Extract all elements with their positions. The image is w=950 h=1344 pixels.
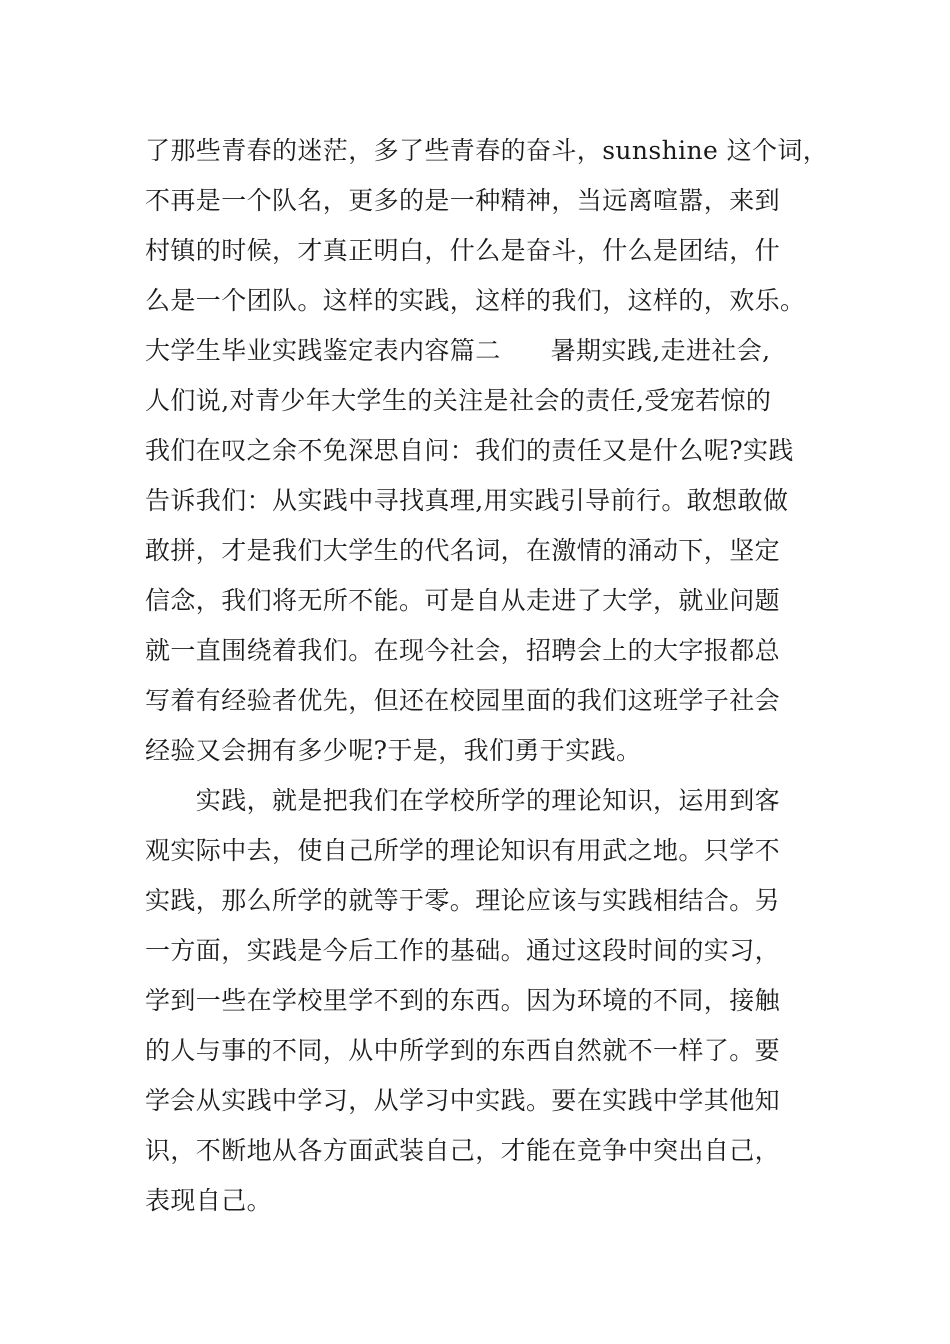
- text-line: 么是一个团队。这样的实践，这样的我们，这样的，欢乐。: [145, 286, 806, 315]
- text-line: 的人与事的不同，从中所学到的东西自然就不一样了。要: [145, 1036, 781, 1065]
- heading-line: [145, 326, 825, 376]
- text-line: 告诉我们：从实践中寻找真理,用实践引导前行。敢想敢做: [145, 486, 789, 515]
- text-line: 经验又会拥有多少呢?于是，我们勇于实践。: [145, 736, 642, 765]
- text-line: 观实际中去，使自己所学的理论知识有用武之地。只学不: [145, 836, 781, 865]
- text-line: 人们说,对青少年大学生的关注是社会的责任,受宠若惊的: [145, 386, 772, 415]
- text-line: 不再是一个队名，更多的是一种精神，当远离喧嚣，来到: [145, 186, 781, 215]
- text-line: 识，不断地从各方面武装自己，才能在竞争中突出自己，: [145, 1136, 781, 1165]
- text-line: 村镇的时候，才真正明白，什么是奋斗，什么是团结，什: [145, 236, 781, 265]
- text-line: 信念，我们将无所不能。可是自从走进了大学，就业问题: [145, 586, 781, 615]
- text-line: 敢拼，才是我们大学生的代名词，在激情的涌动下，坚定: [145, 536, 781, 565]
- body-text-upper: [145, 126, 829, 776]
- text-line: 学会从实践中学习，从学习中实践。要在实践中学其他知: [145, 1086, 781, 1115]
- text-line: 实践，那么所学的就等于零。理论应该与实践相结合。另: [145, 886, 781, 915]
- text-line: 一方面，实践是今后工作的基础。通过这段时间的实习，: [145, 936, 781, 965]
- text-line-tail: 暑期实践,走进社会,: [550, 336, 771, 365]
- text-line: 就一直围绕着我们。在现今社会，招聘会上的大字报都总: [145, 636, 781, 665]
- text-line: 写着有经验者优先，但还在校园里面的我们这班学子社会: [145, 686, 781, 715]
- text-line: 实践，就是把我们在学校所学的理论知识，运用到客: [145, 786, 781, 815]
- section-heading: 大学生毕业实践鉴定表内容篇二: [145, 336, 501, 365]
- text-line: 了那些青春的迷茫，多了些青春的奋斗，sunshine 这个词，: [145, 136, 829, 165]
- text-line: 表现自己。: [145, 1186, 273, 1215]
- body-text-lower: [145, 776, 825, 1226]
- text-line: 学到一些在学校里学不到的东西。因为环境的不同，接触: [145, 986, 781, 1015]
- text-line: 我们在叹之余不免深思自问：我们的责任又是什么呢?实践: [145, 436, 794, 465]
